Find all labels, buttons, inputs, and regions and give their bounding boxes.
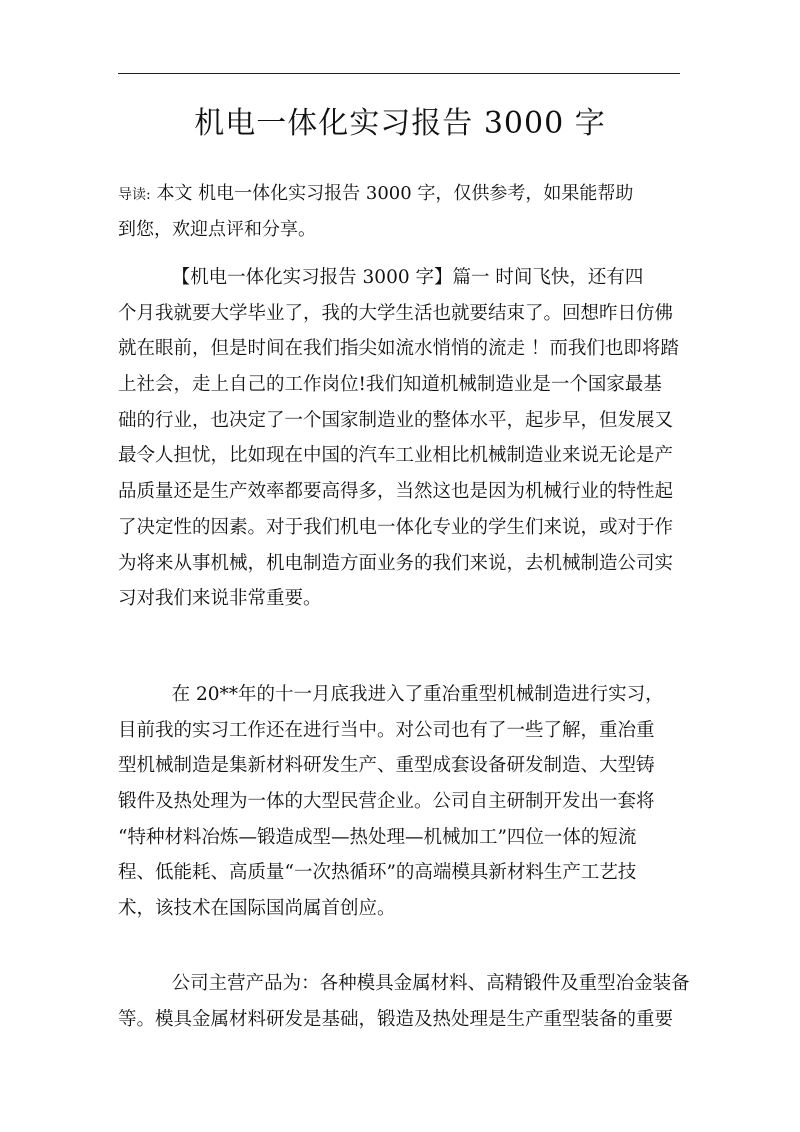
paragraph-line: 习对我们来说非常重要。 xyxy=(118,588,322,610)
paragraph-line: 上社会，走上自己的工作岗位!我们知道机械制造业是一个国家最基 xyxy=(118,374,662,396)
header-rule xyxy=(118,73,680,74)
intro-line xyxy=(118,176,684,212)
paragraph-line: 锻件及热处理为一体的大型民营企业。公司自主研制开发出一套将 xyxy=(118,791,655,813)
paragraph-line: 公司主营产品为：各种模具金属材料、高精锻件及重型冶金装备 xyxy=(171,973,690,994)
paragraph-line: 础的行业，也决定了一个国家制造业的整体水平，起步早，但发展又 xyxy=(118,409,674,431)
paragraph-line: 最令人担忧，比如现在中国的汽车工业相比机械制造业来说无论是产 xyxy=(118,445,674,467)
paragraph-line: 了决定性的因素。对于我们机电一体化专业的学生们来说，或对于作 xyxy=(118,516,674,538)
body-paragraph-1 xyxy=(118,260,684,617)
paragraph-line: 目前我的实习工作还在进行当中。对公司也有了一些了解，重冶重 xyxy=(118,719,655,741)
body-paragraph-3 xyxy=(118,966,690,1037)
paragraph-line: 为将来从事机械，机电制造方面业务的我们来说，去机械制造公司实 xyxy=(118,552,674,574)
paragraph-line: “特种材料冶炼—锻造成型—热处理—机械加工”四位一体的短流 xyxy=(118,826,637,848)
paragraph-line: 个月我就要大学毕业了，我的大学生活也就要结束了。回想昨日仿佛 xyxy=(118,302,674,324)
intro-text: 本文 机电一体化实习报告 3000 字，仅供参考，如果能帮助 xyxy=(150,183,634,204)
document-title: 机电一体化实习报告 3000 字 xyxy=(194,106,606,141)
paragraph-line: 【机电一体化实习报告 3000 字】篇一 时间飞快，还有四 xyxy=(171,267,644,288)
paragraph-line: 品质量还是生产效率都要高得多，当然这也是因为机械行业的特性起 xyxy=(118,481,674,503)
paragraph-line: 就在眼前，但是时间在我们指尖如流水悄悄的流走 ！而我们也即将踏 xyxy=(118,338,679,360)
body-paragraph-2 xyxy=(118,677,684,927)
intro-line: 到您，欢迎点评和分享。 xyxy=(118,218,316,240)
paragraph-line: 术，该技术在国际国尚属首创应。 xyxy=(118,898,396,920)
paragraph-line: 等。模具金属材料研发是基础，锻造及热处理是生产重型装备的重要 xyxy=(118,1008,674,1030)
intro-label: 导读: xyxy=(118,187,151,203)
paragraph-line: 在 20**年的十一月底我进入了重冶重型机械制造进行实习， xyxy=(171,684,664,705)
paragraph-line: 型机械制造是集新材料研发生产、重型成套设备研发制造、大型铸 xyxy=(118,755,655,777)
paragraph-line: 程、低能耗、高质量“一次热循环”的高端模具新材料生产工艺技 xyxy=(118,862,637,884)
intro-paragraph xyxy=(118,176,684,247)
